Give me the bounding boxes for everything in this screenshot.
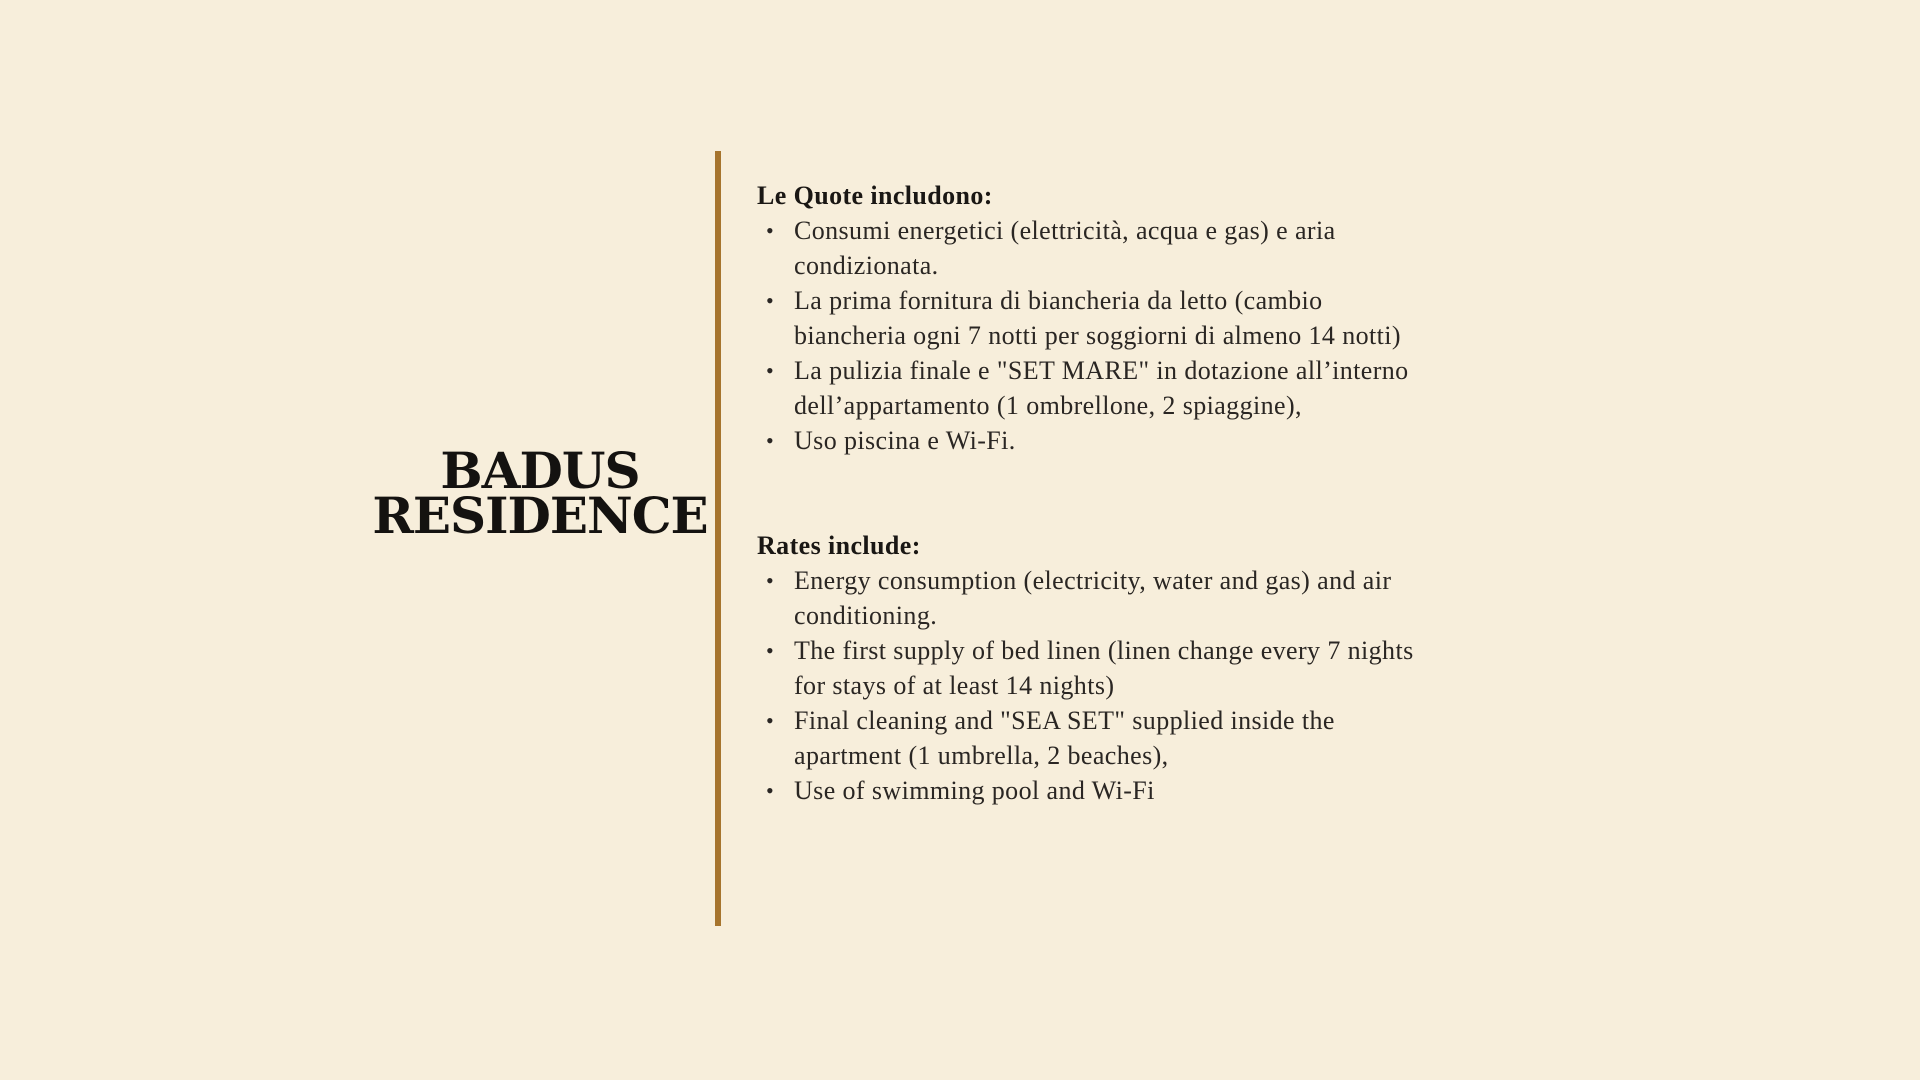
english-list [757,563,1437,808]
list-item: • The first supply of bed linen (linen change every 7 nights for stays of at least 14 nights) [757,633,1437,703]
list-item: • Consumi energetici (elettricità, acqua e gas) e aria condizionata. [757,213,1437,283]
italian-section [757,178,1437,458]
english-section [757,528,1437,808]
rates-content [757,178,1437,808]
list-item: • La prima fornitura di biancheria da letto (cambio biancheria ogni 7 notti per soggiorni di almeno 14 notti) [757,283,1437,353]
vertical-divider [715,151,721,926]
page-title [340,441,740,545]
list-item: • Final cleaning and "SEA SET" supplied inside the apartment (1 umbrella, 2 beaches), [757,703,1437,773]
italian-list [757,213,1437,458]
title-line-1: BADUS [440,441,640,500]
list-item: • La pulizia finale e "SET MARE" in dotazione all’interno dell’appartamento (1 ombrellone, 2 spiaggine), [757,353,1437,423]
english-heading: Rates include: [757,531,921,560]
list-item: • Use of swimming pool and Wi-Fi [757,773,1437,808]
title-line-2: RESIDENCE [372,486,708,545]
list-item: • Energy consumption (electricity, water and gas) and air conditioning. [757,563,1437,633]
list-item: • Uso piscina e Wi-Fi. [757,423,1437,458]
italian-heading: Le Quote includono: [757,181,993,210]
